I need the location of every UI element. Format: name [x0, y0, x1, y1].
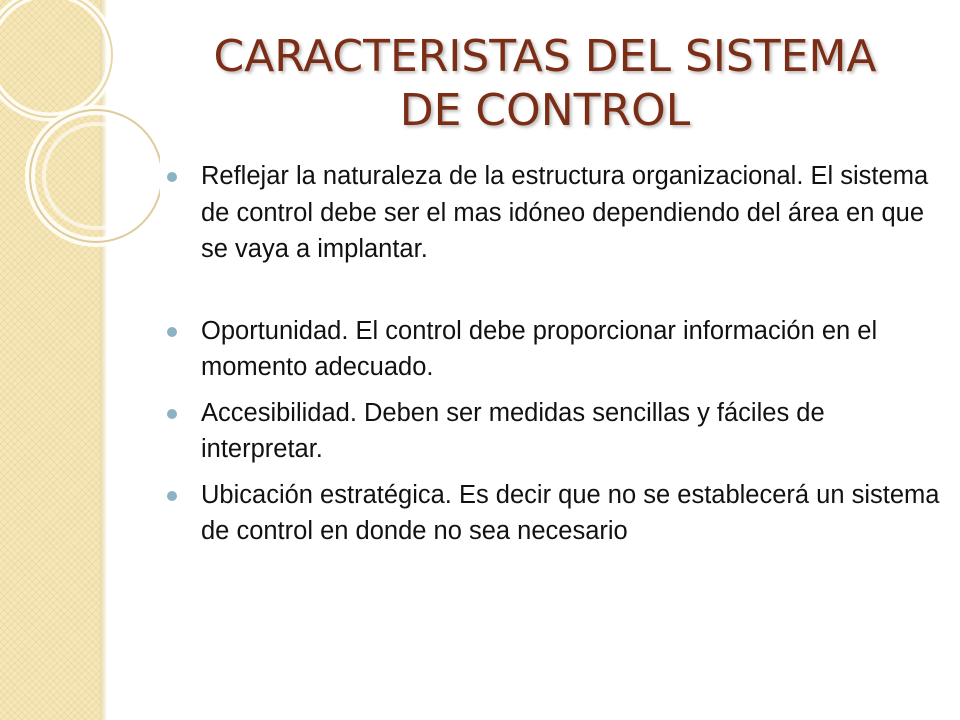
- slide-title-line-2: DE CONTROL: [399, 85, 691, 136]
- concentric-rings-icon: [0, 0, 160, 320]
- bullet-item: [160, 158, 940, 268]
- bullet-text: Oportunidad. El control debe proporcionar información en el momento adecuado.: [201, 316, 878, 381]
- slide-title-line-1: CARACTERISTAS DEL SISTEMA: [213, 31, 877, 82]
- bullet-dot-icon: [167, 327, 177, 337]
- bullet-text: Ubicación estratégica. Es decir que no se establecerá un sistema de control en donde no sea necesario: [201, 480, 940, 545]
- bullet-item: [160, 395, 940, 468]
- bullet-text: Reflejar la naturaleza de la estructura organizacional. El sistema de control debe ser el mas idóneo dependiendo del área en que se vaya a implantar.: [201, 162, 929, 263]
- bullet-dot-icon: [167, 491, 177, 501]
- bullet-item: [160, 313, 940, 386]
- bullet-text: Accesibilidad. Deben ser medidas sencillas y fáciles de interpretar.: [201, 398, 825, 463]
- bullet-list: [160, 158, 940, 559]
- bullet-dot-icon: [167, 172, 177, 182]
- bullet-dot-icon: [167, 409, 177, 419]
- bullet-item: [160, 477, 940, 550]
- slide-title: [150, 30, 940, 138]
